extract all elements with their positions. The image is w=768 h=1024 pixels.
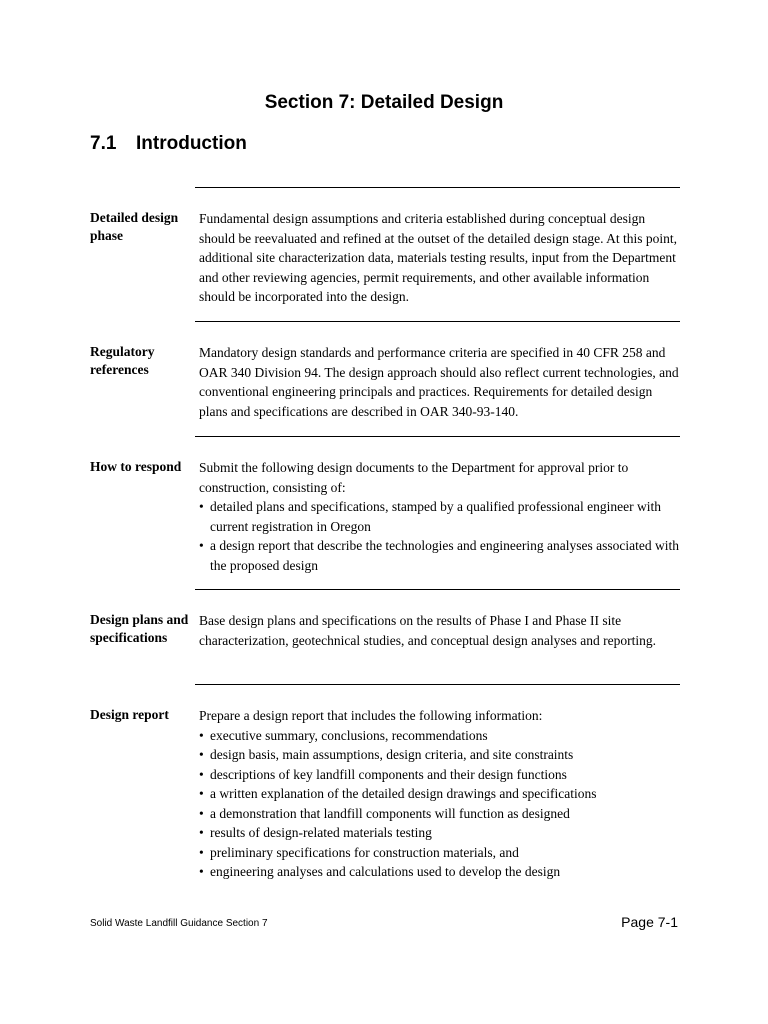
bullet-list	[199, 497, 679, 575]
list-item: • descriptions of key landfill components and their design functions	[199, 765, 679, 785]
block-label: Regulatory references	[90, 344, 155, 377]
block-paragraph: Fundamental design assumptions and criteria established during conceptual design should be reevaluated and refined at the outset of the detailed design stage. At this point, additional site characterization data, materials testing results, input from the Department and other reviewing agencies, permit requirements, and other available information should be incorporated into the design.	[199, 211, 677, 304]
subsection-number: 7.1	[90, 133, 117, 154]
divider-rule	[195, 321, 680, 322]
list-item: • detailed plans and specifications, stamped by a qualified professional engineer with current registration in Oregon	[199, 497, 679, 536]
divider-rule	[195, 187, 680, 188]
block-paragraph: Mandatory design standards and performance criteria are specified in 40 CFR 258 and OAR 340 Division 94. The design approach should also reflect current technologies, and conventional engineering principals and practices. Requirements for detailed design plans and specifications are described in OAR 340-93-140.	[199, 345, 679, 419]
list-item: • executive summary, conclusions, recommendations	[199, 726, 679, 746]
bullet-list	[199, 726, 679, 882]
block-body	[199, 343, 679, 421]
list-item: • results of design-related materials testing	[199, 823, 679, 843]
block-paragraph: Base design plans and specifications on the results of Phase I and Phase II site characterization, geotechnical studies, and conceptual design analyses and reporting.	[199, 613, 656, 648]
footer-page-number: Page 7-1	[621, 914, 678, 930]
block-label: How to respond	[90, 459, 182, 474]
block-paragraph: Prepare a design report that includes the following information:	[199, 708, 543, 723]
block-body	[199, 611, 679, 650]
block-body	[199, 706, 679, 882]
subsection-title: Introduction	[136, 133, 247, 154]
list-item: • preliminary specifications for construction materials, and	[199, 843, 679, 863]
block-body	[199, 209, 679, 307]
list-item: • a design report that describe the technologies and engineering analyses associated with the proposed design	[199, 536, 679, 575]
block-paragraph: Submit the following design documents to the Department for approval prior to construction, consisting of:	[199, 460, 629, 495]
divider-rule	[195, 436, 680, 437]
divider-rule	[195, 684, 680, 685]
list-item: • engineering analyses and calculations used to develop the design	[199, 862, 679, 882]
block-label: Detailed design phase	[90, 210, 179, 243]
block-label: Design plans and specifications	[90, 612, 189, 645]
block-body	[199, 458, 679, 575]
list-item: • a demonstration that landfill components will function as designed	[199, 804, 679, 824]
footer-document-title: Solid Waste Landfill Guidance Section 7	[90, 918, 268, 929]
list-item: • design basis, main assumptions, design criteria, and site constraints	[199, 745, 679, 765]
subsection-heading	[90, 133, 247, 155]
block-label: Design report	[90, 707, 169, 722]
list-item: • a written explanation of the detailed design drawings and specifications	[199, 784, 679, 804]
section-title: Section 7: Detailed Design	[264, 92, 504, 113]
divider-rule	[195, 589, 680, 590]
